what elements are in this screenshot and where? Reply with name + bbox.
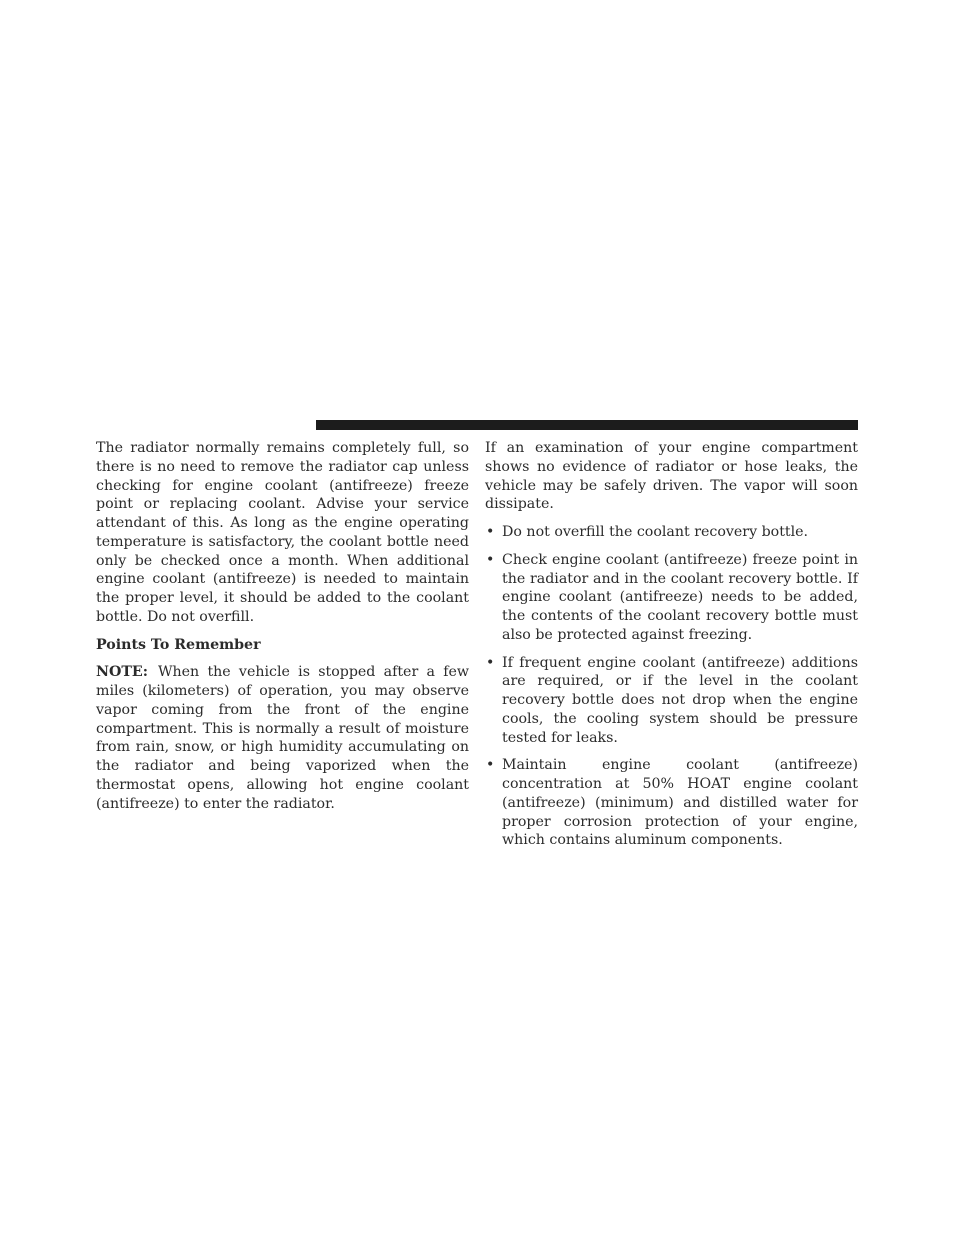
note-label: NOTE: xyxy=(96,664,148,681)
bullet-icon: • xyxy=(486,654,495,671)
bullet-icon: • xyxy=(486,524,495,540)
list-item xyxy=(485,654,858,748)
list-item xyxy=(485,551,858,645)
bullet-icon: • xyxy=(486,757,495,774)
points-to-remember-heading: Points To Remember xyxy=(96,636,261,653)
list-item-text: Check engine coolant (antifreeze) freeze point in the radiator and in the coolant recovery bottle. If engine coolant (antifreeze) needs to be added, the contents of the coolant recovery bottle must also be protected against freezing. xyxy=(502,551,858,643)
list-item-text: Do not overfill the coolant recovery bottle. xyxy=(502,524,809,540)
right-column xyxy=(485,439,858,859)
list-item xyxy=(485,756,858,850)
note-text: When the vehicle is stopped after a few miles (kilometers) of operation, you may observe vapor coming from the front of the engine compartment. This is normally a result of moisture from rain, snow, or high humidity accumulating on the radiator and being vaporized when the thermostat opens, allowing hot engine coolant (antifreeze) to enter the radiator. xyxy=(96,664,469,812)
list-item-text: Maintain engine coolant (antifreeze) concentration at 50% HOAT engine coolant (antifreeze) (minimum) and distilled water for proper corrosion protection of your engine, which contains aluminum components. xyxy=(502,757,858,849)
section-divider-bar xyxy=(316,420,858,430)
list-item xyxy=(485,523,858,542)
examination-paragraph: If an examination of your engine compartment shows no evidence of radiator or hose leaks, the vehicle may be safely driven. The vapor will soon dissipate. xyxy=(485,440,858,513)
bullet-icon: • xyxy=(486,551,495,568)
radiator-paragraph: The radiator normally remains completely full, so there is no need to remove the radiator cap unless checking for engine coolant (antifreeze) freeze point or replacing coolant. Advise your service attendant of this. As long as the engine operating temperature is satisfactory, the coolant bottle need only be checked once a month. When additional engine coolant (antifreeze) is needed to maintain the proper level, it should be added to the coolant bottle. Do not overfill. xyxy=(96,440,469,625)
bullet-list xyxy=(485,523,858,850)
list-item-text: If frequent engine coolant (antifreeze) additions are required, or if the level in the coolant recovery bottle does not drop when the engine cools, the cooling system should be pressure tested for leaks. xyxy=(502,654,858,746)
note-paragraph xyxy=(96,663,469,813)
left-column xyxy=(96,439,469,822)
